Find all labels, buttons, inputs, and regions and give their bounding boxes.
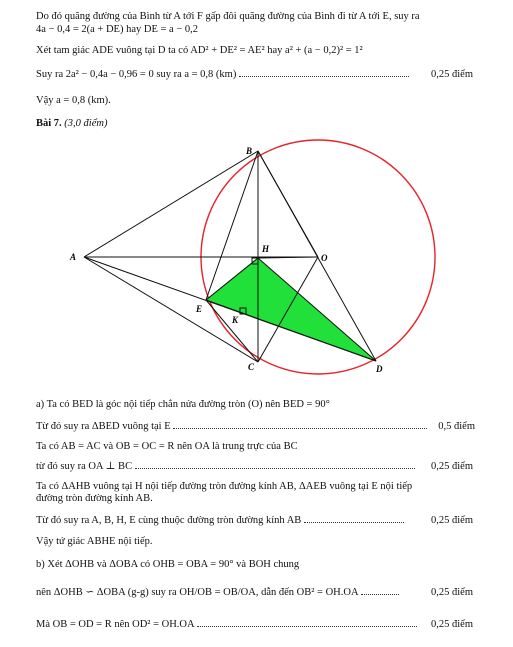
- part-a-line-3: Ta có AB = AC và OB = OC = R nên OA là trung trực của BC: [36, 441, 298, 452]
- part-a-line-6: đường tròn đường kính AB.: [36, 493, 153, 504]
- dot-leader: [173, 420, 427, 429]
- part-a-line-2: [36, 420, 475, 433]
- score-l4: 0,25 điểm: [431, 69, 473, 80]
- dot-leader: [135, 460, 415, 469]
- dot-leader: [197, 618, 417, 627]
- problem-points: (3,0 điểm): [64, 118, 108, 129]
- label-E: E: [196, 304, 203, 314]
- part-a-line-4: [36, 460, 473, 473]
- score-a7: 0,25 điểm: [431, 515, 473, 526]
- text-line-2: 4a − 0,4 = 2(a + DE) hay DE = a − 0,2: [36, 24, 198, 35]
- score-a2: 0,5 điểm: [438, 421, 475, 432]
- part-a-line-4-content: từ đó suy ra OA ⊥ BC: [36, 461, 133, 472]
- score-a4: 0,25 điểm: [431, 461, 473, 472]
- part-a-line-5: Ta có ΔAHB vuông tại H nội tiếp đường tròn đường kính AB, ΔAEB vuông tại E nội tiếp: [36, 481, 413, 492]
- part-a-line-7: [36, 514, 473, 527]
- part-a-line-1: a) Ta có BED là góc nội tiếp chắn nửa đường tròn (O) nên BED = 90°: [36, 399, 330, 410]
- label-C: C: [248, 362, 255, 372]
- score-b2: 0,25 điểm: [431, 587, 473, 598]
- label-D: D: [376, 364, 383, 374]
- label-A: A: [70, 252, 77, 262]
- text-line-5: Vậy a = 0,8 (km).: [36, 95, 111, 106]
- part-b-line-2-content: nên ΔOHB ∽ ΔOBA (g-g) suy ra OH/OB = OB/OA, dẫn đến OB² = OH.OA: [36, 587, 358, 598]
- label-H: H: [262, 244, 270, 254]
- dot-leader: [361, 586, 399, 595]
- part-b-line-3: [36, 618, 473, 631]
- label-B: B: [246, 146, 253, 156]
- dot-leader: [304, 514, 404, 523]
- text-line-4-content: Suy ra 2a² − 0,4a − 0,96 = 0 suy ra a = 0,8 (km): [36, 69, 237, 80]
- text-line-1: Do đó quãng đường của Bình từ A tới F gấp đôi quãng đường của Bình đi từ A tới E, suy ra: [36, 11, 420, 22]
- part-a-line-2-content: Từ đó suy ra ΔBED vuông tại E: [36, 421, 171, 432]
- problem-title: Bài 7.: [36, 118, 62, 129]
- label-O: O: [321, 253, 328, 263]
- part-b-line-3-content: Mà OB = OD = R nên OD² = OH.OA: [36, 619, 194, 630]
- text-line-3: Xét tam giác ADE vuông tại D ta có AD² + DE² = AE² hay a² + (a − 0,2)² = 1²: [36, 45, 363, 56]
- segment-AB: [84, 151, 258, 257]
- part-a-line-7-content: Từ đó suy ra A, B, H, E cùng thuộc đường tròn đường kính AB: [36, 515, 302, 526]
- part-b-line-1: b) Xét ΔOHB và ΔOBA có OHB = OBA = 90° và BOH chung: [36, 559, 300, 570]
- part-b-line-2: [36, 586, 473, 599]
- label-K: K: [232, 315, 239, 325]
- score-b3: 0,25 điểm: [431, 619, 473, 630]
- part-a-line-8: Vậy tứ giác ABHE nội tiếp.: [36, 536, 153, 547]
